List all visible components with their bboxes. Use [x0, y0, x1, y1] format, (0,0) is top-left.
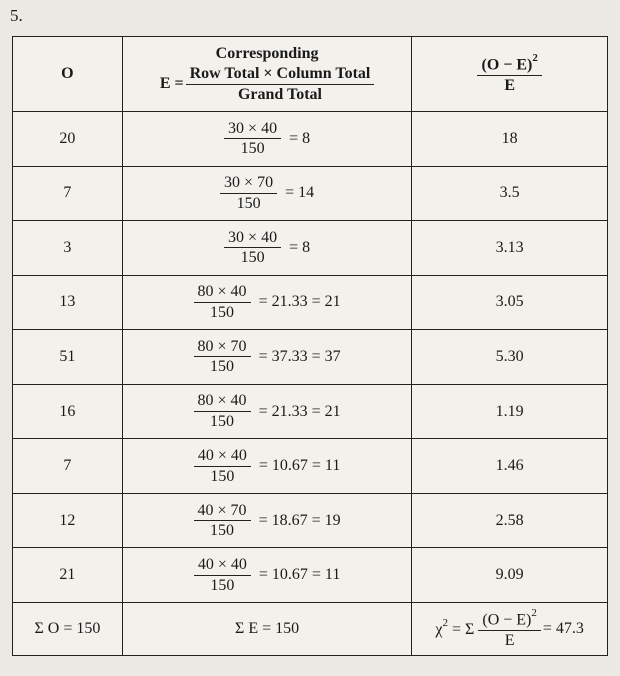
expected-fraction	[194, 338, 251, 376]
expected-cell	[122, 112, 412, 167]
table-row	[13, 221, 608, 276]
expected-denominator: 150	[240, 249, 265, 267]
header-expected-eq: E =	[159, 75, 184, 92]
header-expected	[122, 37, 412, 112]
table-row	[13, 384, 608, 439]
header-statistic	[412, 37, 608, 112]
expected-numerator: 80 × 70	[194, 338, 251, 358]
chi-symbol: χ	[435, 621, 443, 639]
header-expected-numerator: Row Total × Column Total	[186, 65, 375, 85]
statistic-cell: 5.30	[412, 330, 608, 385]
header-statistic-numerator: (O − E)	[481, 56, 533, 74]
statistic-cell: 3.05	[412, 275, 608, 330]
observed-cell: 20	[13, 112, 123, 167]
table-row	[13, 548, 608, 603]
expected-cell	[122, 384, 412, 439]
header-expected-fraction	[186, 65, 375, 103]
question-number: 5.	[10, 6, 23, 25]
observed-cell: 7	[13, 166, 123, 221]
totals-row	[13, 603, 608, 656]
expected-numerator: 40 × 40	[194, 556, 251, 576]
expected-result: = 8	[289, 238, 311, 256]
chi-square-table	[12, 36, 608, 656]
expected-numerator: 80 × 40	[194, 392, 251, 412]
expected-denominator: 150	[240, 140, 265, 158]
observed-cell: 16	[13, 384, 123, 439]
sum-expected: Σ E = 150	[122, 603, 412, 656]
expected-numerator: 30 × 40	[224, 120, 281, 140]
expected-result: = 21.33 = 21	[258, 402, 341, 420]
expected-denominator: 150	[210, 358, 235, 376]
chi-exponent: 2	[442, 616, 449, 629]
expected-denominator: 150	[236, 194, 261, 212]
expected-cell	[122, 330, 412, 385]
table-row	[13, 275, 608, 330]
expected-cell	[122, 221, 412, 276]
expected-denominator: 150	[210, 522, 235, 540]
expected-cell	[122, 493, 412, 548]
expected-numerator: 30 × 70	[220, 174, 277, 194]
expected-cell	[122, 166, 412, 221]
expected-result: = 21.33 = 21	[258, 293, 341, 311]
header-expected-denominator: Grand Total	[237, 85, 322, 103]
table-row	[13, 493, 608, 548]
expected-fraction	[224, 120, 281, 158]
expected-denominator: 150	[210, 303, 235, 321]
observed-cell: 13	[13, 275, 123, 330]
chi-numerator-exponent: 2	[531, 606, 537, 619]
statistic-cell: 2.58	[412, 493, 608, 548]
chi-result: = 47.3	[542, 619, 584, 637]
observed-cell: 7	[13, 439, 123, 494]
expected-cell	[122, 439, 412, 494]
table-row	[13, 330, 608, 385]
chi-square-total	[412, 603, 608, 656]
header-statistic-exponent: 2	[532, 51, 538, 64]
header-row	[13, 37, 608, 112]
expected-denominator: 150	[210, 413, 235, 430]
statistic-cell: 1.19	[412, 384, 608, 439]
expected-numerator: 80 × 40	[194, 283, 251, 303]
header-statistic-denominator: E	[504, 76, 516, 94]
statistic-cell: 18	[412, 112, 608, 167]
expected-result: = 10.67 = 11	[258, 566, 341, 584]
sum-observed: Σ O = 150	[13, 603, 123, 656]
observed-cell: 3	[13, 221, 123, 276]
header-expected-title: Corresponding	[215, 44, 319, 62]
expected-denominator: 150	[210, 576, 235, 594]
header-observed: O	[13, 37, 123, 112]
table-row	[13, 166, 608, 221]
expected-fraction	[220, 174, 277, 212]
expected-result: = 8	[289, 129, 311, 147]
table-row	[13, 439, 608, 494]
header-statistic-fraction	[477, 51, 541, 95]
statistic-cell: 9.09	[412, 548, 608, 603]
chi-fraction	[478, 606, 541, 650]
expected-fraction	[194, 502, 251, 540]
observed-cell: 21	[13, 548, 123, 603]
table-row	[13, 112, 608, 167]
chi-denominator: E	[504, 631, 515, 649]
observed-cell: 51	[13, 330, 123, 385]
expected-fraction	[194, 447, 251, 485]
expected-cell	[122, 548, 412, 603]
expected-result: = 37.33 = 37	[258, 347, 341, 365]
chi-numerator: (O − E)	[482, 611, 532, 629]
expected-numerator: 40 × 70	[194, 502, 251, 522]
expected-result: = 18.67 = 19	[258, 511, 341, 529]
expected-denominator: 150	[210, 467, 235, 485]
chi-sum-sign: = Σ	[448, 621, 475, 639]
expected-numerator: 30 × 40	[224, 229, 281, 249]
expected-fraction	[194, 556, 251, 594]
expected-cell	[122, 275, 412, 330]
expected-result: = 14	[285, 184, 315, 202]
expected-fraction	[194, 392, 251, 430]
statistic-cell: 1.46	[412, 439, 608, 494]
observed-cell: 12	[13, 493, 123, 548]
expected-numerator: 40 × 40	[194, 447, 251, 467]
statistic-cell: 3.5	[412, 166, 608, 221]
statistic-cell: 3.13	[412, 221, 608, 276]
expected-fraction	[224, 229, 281, 267]
expected-result: = 10.67 = 11	[258, 457, 341, 475]
expected-fraction	[194, 283, 251, 321]
